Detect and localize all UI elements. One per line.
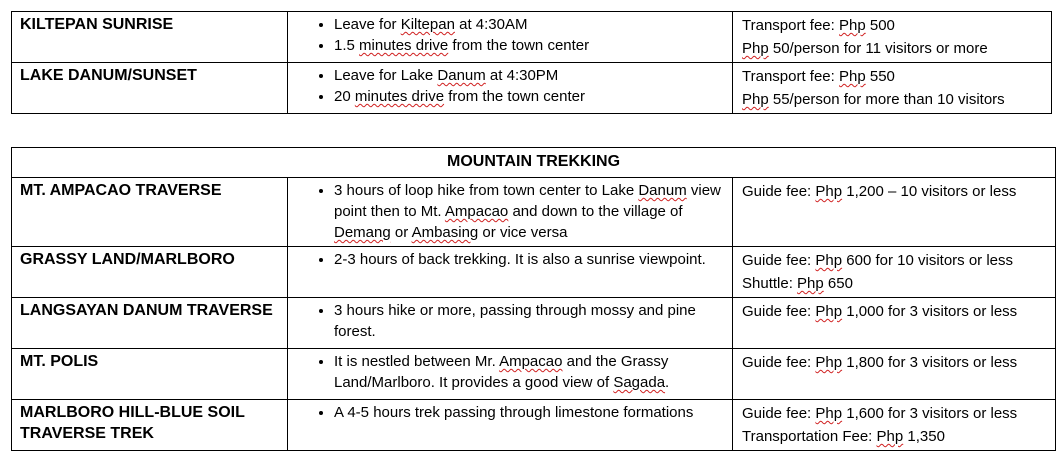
table-row — [12, 12, 1052, 63]
text-segment: Shuttle: — [742, 275, 798, 292]
fee-line — [742, 300, 1047, 323]
fee-cell — [733, 178, 1056, 247]
text-segment: Guide fee: — [742, 252, 816, 269]
squiggle-word: Php — [797, 275, 824, 292]
text-segment: 1,000 for 3 visitors or less — [842, 303, 1018, 320]
day-trips-table — [11, 11, 1052, 114]
itinerary-item — [334, 14, 726, 35]
fee-cell — [733, 349, 1056, 400]
itinerary-list — [288, 12, 732, 56]
text-segment: 1,350 — [903, 428, 945, 445]
destination-name: MT. AMPACAO TRAVERSE — [12, 178, 288, 247]
squiggle-word: Demang — [334, 224, 391, 241]
fee-cell — [733, 63, 1052, 114]
itinerary-item — [334, 86, 726, 107]
table-row — [12, 400, 1056, 451]
text-segment: Guide fee: — [742, 183, 816, 200]
text-segment: 1,200 – 10 visitors or less — [842, 183, 1017, 200]
squiggle-word: Php — [815, 354, 843, 371]
text-segment: 1,600 for 3 visitors or less — [842, 405, 1018, 422]
squiggle-word: Php — [742, 40, 769, 57]
text-segment: or — [390, 224, 412, 241]
table-row — [12, 178, 1056, 247]
fee-cell — [733, 400, 1056, 451]
text-segment: 1,800 for 3 visitors or less — [842, 354, 1018, 371]
squiggle-word: Ambasing — [411, 224, 479, 241]
fee-line — [742, 249, 1047, 272]
itinerary-cell — [288, 400, 733, 451]
squiggle-word: Php — [839, 68, 866, 85]
mountain-trekking-header-row — [12, 148, 1056, 178]
squiggle-word: Ampacao — [499, 353, 563, 370]
text-segment: Transportation Fee: — [742, 428, 877, 445]
squiggle-word: Php — [742, 91, 769, 108]
table-row — [12, 349, 1056, 400]
squiggle-word: Kiltepan — [400, 16, 455, 33]
squiggle-word: Php — [815, 183, 843, 200]
table-row — [12, 247, 1056, 298]
squiggle-word: Sagada — [613, 374, 666, 391]
squiggle-word: Php — [815, 303, 843, 320]
itinerary-cell — [288, 349, 733, 400]
fee-line — [742, 425, 1047, 448]
table-row — [12, 298, 1056, 349]
fee-line — [742, 37, 1043, 60]
itinerary-list — [288, 63, 732, 107]
itinerary-list — [288, 349, 732, 393]
table-row — [12, 63, 1052, 114]
fee-line — [742, 351, 1047, 374]
fee-line — [742, 88, 1043, 111]
text-segment: and the Grassy Land/Marlboro. It provides a good view of — [334, 353, 669, 391]
text-segment: and down to the village of — [508, 203, 683, 220]
fee-line — [742, 180, 1047, 203]
squiggle-word: minutes drive — [359, 37, 449, 54]
fee-line — [742, 272, 1047, 295]
itinerary-cell — [288, 247, 733, 298]
itinerary-item — [334, 65, 726, 86]
text-segment: 650 — [823, 275, 853, 292]
text-segment: Guide fee: — [742, 303, 816, 320]
text-segment: at 4:30PM — [485, 67, 559, 84]
text-segment: Leave for — [334, 16, 401, 33]
destination-name: LANGSAYAN DANUM TRAVERSE — [12, 298, 288, 349]
fee-cell — [733, 298, 1056, 349]
text-segment: from the town center — [448, 37, 590, 54]
itinerary-cell — [288, 178, 733, 247]
destination-name: MARLBORO HILL-BLUE SOIL TRAVERSE TREK — [12, 400, 288, 451]
fee-cell — [733, 247, 1056, 298]
itinerary-item — [334, 402, 726, 423]
itinerary-list — [288, 247, 732, 270]
text-segment: 50/person for 11 visitors or more — [768, 40, 988, 57]
squiggle-word: Ampacao — [444, 203, 509, 220]
text-segment: 1.5 — [334, 37, 360, 54]
text-segment: 500 — [865, 17, 895, 34]
text-segment: 3 hours hike or more, passing through mossy and pine forest. — [334, 302, 696, 340]
text-segment: 550 — [865, 68, 895, 85]
destination-name: MT. POLIS — [12, 349, 288, 400]
destination-name: GRASSY LAND/MARLBORO — [12, 247, 288, 298]
itinerary-list — [288, 298, 732, 342]
itinerary-item — [334, 300, 726, 342]
destination-name: LAKE DANUM/SUNSET — [12, 63, 288, 114]
itinerary-item — [334, 35, 726, 56]
destination-name: KILTEPAN SUNRISE — [12, 12, 288, 63]
text-segment: Guide fee: — [742, 354, 816, 371]
text-segment: Leave for Lake — [334, 67, 438, 84]
text-segment: 20 — [334, 88, 355, 105]
text-segment: 3 hours of loop hike from town center to Lake — [334, 182, 639, 199]
fee-line — [742, 402, 1047, 425]
text-segment: view point then to Mt. — [334, 182, 721, 220]
text-segment: from the town center — [444, 88, 585, 105]
text-segment: It is nestled between Mr. — [334, 353, 500, 370]
text-segment: or vice versa — [478, 224, 568, 241]
text-segment: Transport fee: — [742, 17, 839, 34]
text-segment: 600 for 10 visitors or less — [842, 252, 1013, 269]
squiggle-word: Php — [876, 428, 904, 445]
itinerary-list — [288, 400, 732, 423]
squiggle-word: Php — [815, 405, 843, 422]
text-segment: Transport fee: — [742, 68, 839, 85]
day-trips-body — [12, 12, 1052, 114]
itinerary-cell — [288, 63, 733, 114]
itinerary-item — [334, 180, 726, 243]
itinerary-item — [334, 351, 726, 393]
squiggle-word: Danum — [638, 182, 687, 199]
squiggle-word: minutes drive — [354, 88, 445, 105]
fee-cell — [733, 12, 1052, 63]
itinerary-cell — [288, 12, 733, 63]
text-segment: Guide fee: — [742, 405, 816, 422]
text-segment: . — [665, 374, 670, 391]
text-segment: at 4:30AM — [454, 16, 528, 33]
mountain-trekking-table — [11, 147, 1056, 451]
mountain-trekking-body — [12, 178, 1056, 451]
text-segment: 55/person for more than 10 visitors — [768, 91, 1005, 108]
text-segment: A 4-5 hours trek passing through limestone formations — [334, 404, 694, 421]
fee-line — [742, 14, 1043, 37]
fee-line — [742, 65, 1043, 88]
squiggle-word: Danum — [437, 67, 486, 84]
squiggle-word: Php — [839, 17, 866, 34]
itinerary-cell — [288, 298, 733, 349]
text-segment: 2-3 hours of back trekking. It is also a sunrise viewpoint. — [334, 251, 706, 268]
itinerary-list — [288, 178, 732, 243]
itinerary-item — [334, 249, 726, 270]
squiggle-word: Php — [815, 252, 843, 269]
mountain-trekking-header: MOUNTAIN TREKKING — [12, 148, 1056, 178]
